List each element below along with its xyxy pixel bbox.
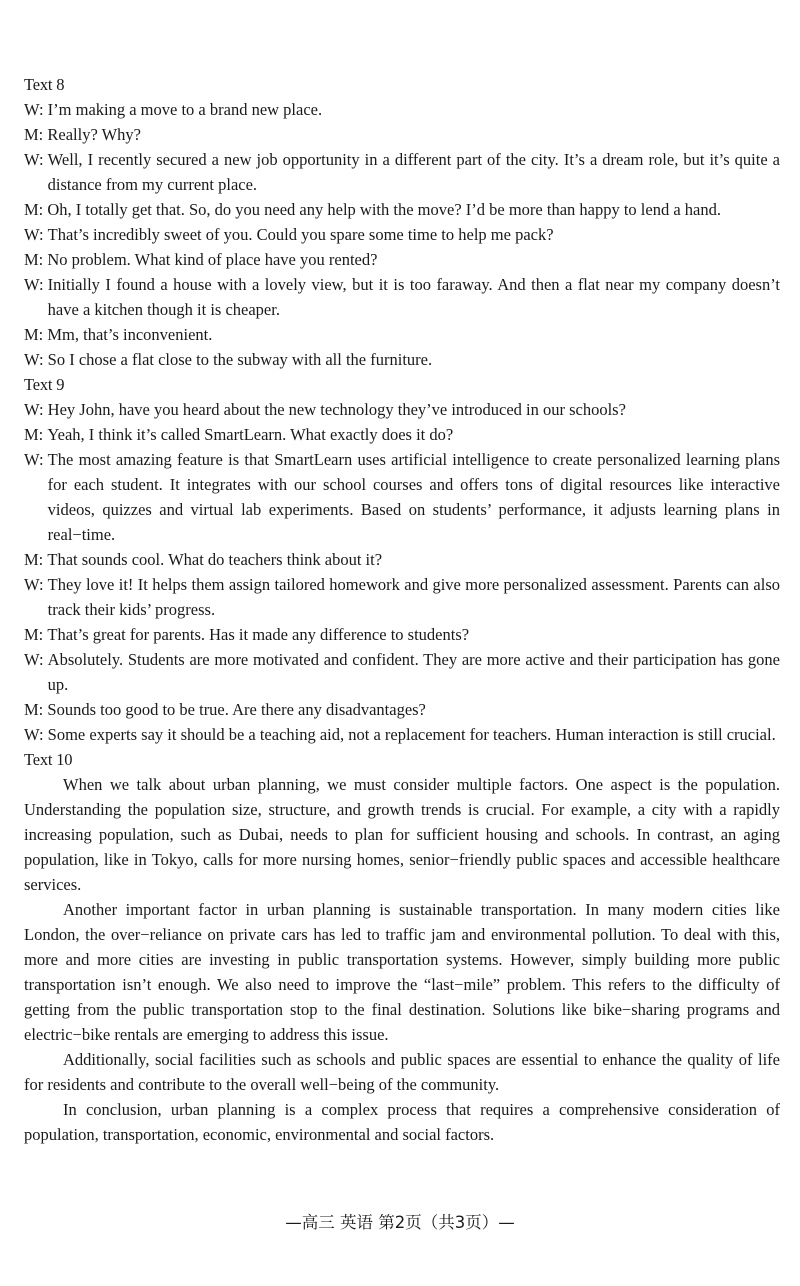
dialogue-turn	[24, 447, 780, 547]
speaker-label: M:	[24, 200, 48, 219]
speaker-label: W:	[24, 575, 48, 594]
speaker-label: M:	[24, 425, 48, 444]
speaker-label: M:	[24, 250, 48, 269]
utterance: Initially I found a house with a lovely view, but it is too faraway. And then a flat near my company doesn’t have a kitchen though it is cheaper.	[47, 275, 780, 319]
speaker-label: M:	[24, 700, 48, 719]
passage-paragraph: When we talk about urban planning, we must consider multiple factors. One aspect is the population. Understanding the population size, structure, and growth trends is crucial. For example, a city with a rapidly increasing population, such as Dubai, needs to plan for sufficient housing and schools. In contrast, an aging population, like in Tokyo, calls for more nursing homes, senior−friendly public spaces and accessible healthcare services.	[24, 775, 780, 894]
dialogue-turn	[24, 197, 780, 222]
utterance: Sounds too good to be true. Are there any disadvantages?	[47, 700, 426, 719]
dialogue-turn	[24, 397, 780, 422]
text-8-heading: Text 8	[24, 75, 65, 94]
utterance: They love it! It helps them assign tailored homework and give more personalized assessment. Parents can also track their kids’ progress.	[47, 575, 780, 619]
text-9-heading: Text 9	[24, 375, 65, 394]
utterance: I’m making a move to a brand new place.	[47, 100, 323, 119]
utterance: Really? Why?	[47, 125, 142, 144]
utterance: Absolutely. Students are more motivated and confident. They are more active and their participation has gone up.	[47, 650, 780, 694]
speaker-label: W:	[24, 275, 48, 294]
dialogue-turn	[24, 422, 780, 447]
passage-paragraph: In conclusion, urban planning is a complex process that requires a comprehensive consideration of population, transportation, economic, environmental and social factors.	[24, 1100, 780, 1144]
speaker-label: W:	[24, 725, 48, 744]
page-footer: —高三 英语 第2页（共3页）—	[285, 1213, 515, 1232]
dialogue-turn	[24, 572, 780, 622]
utterance: That sounds cool. What do teachers think about it?	[47, 550, 383, 569]
speaker-label: W:	[24, 225, 48, 244]
speaker-label: W:	[24, 350, 48, 369]
speaker-label: W:	[24, 100, 48, 119]
utterance: Some experts say it should be a teaching aid, not a replacement for teachers. Human interaction is still crucial.	[47, 725, 776, 744]
passage-paragraph: Another important factor in urban planning is sustainable transportation. In many modern cities like London, the over−reliance on private cars has led to traffic jam and environmental pollution. To deal with this, more and more cities are investing in public transportation systems. However, simply building more public transportation isn’t enough. We also need to improve the “last−mile” problem. This refers to the difficulty of getting from the public transportation stop to the final destination. Solutions like bike−sharing programs and electric−bike rentals are emerging to address this issue.	[24, 900, 780, 1044]
dialogue-turn	[24, 97, 780, 122]
passage-paragraph: Additionally, social facilities such as schools and public spaces are essential to enhance the quality of life for residents and contribute to the overall well−being of the community.	[24, 1050, 780, 1094]
utterance: Well, I recently secured a new job opportunity in a different part of the city. It’s a dream role, but it’s quite a distance from my current place.	[47, 150, 780, 194]
speaker-label: W:	[24, 650, 48, 669]
utterance: No problem. What kind of place have you rented?	[47, 250, 378, 269]
speaker-label: W:	[24, 400, 48, 419]
speaker-label: M:	[24, 625, 48, 644]
text-10-heading: Text 10	[24, 750, 73, 769]
dialogue-turn	[24, 347, 780, 372]
utterance: Mm, that’s inconvenient.	[47, 325, 213, 344]
speaker-label: W:	[24, 450, 48, 469]
speaker-label: M:	[24, 125, 48, 144]
dialogue-turn	[24, 722, 780, 747]
dialogue-turn	[24, 272, 780, 322]
utterance: Hey John, have you heard about the new technology they’ve introduced in our schools?	[47, 400, 626, 419]
dialogue-turn	[24, 247, 780, 272]
speaker-label: M:	[24, 325, 48, 344]
utterance: Yeah, I think it’s called SmartLearn. What exactly does it do?	[47, 425, 454, 444]
dialogue-turn	[24, 122, 780, 147]
dialogue-turn	[24, 322, 780, 347]
dialogue-turn	[24, 222, 780, 247]
utterance: The most amazing feature is that SmartLearn uses artificial intelligence to create personalized learning plans for each student. It integrates with our school courses and offers tons of digital resources like interactive videos, quizzes and virtual lab experiments. Based on students’ performance, it adjusts learning plans in real−time.	[47, 450, 780, 544]
dialogue-turn	[24, 622, 780, 647]
page-content	[24, 72, 780, 1147]
dialogue-turn	[24, 697, 780, 722]
dialogue-turn	[24, 147, 780, 197]
utterance: Oh, I totally get that. So, do you need any help with the move? I’d be more than happy to lend a hand.	[47, 200, 721, 219]
utterance: That’s incredibly sweet of you. Could you spare some time to help me pack?	[47, 225, 554, 244]
utterance: So I chose a flat close to the subway with all the furniture.	[47, 350, 433, 369]
speaker-label: W:	[24, 150, 48, 169]
dialogue-turn	[24, 647, 780, 697]
utterance: That’s great for parents. Has it made any difference to students?	[47, 625, 470, 644]
speaker-label: M:	[24, 550, 48, 569]
dialogue-turn	[24, 547, 780, 572]
